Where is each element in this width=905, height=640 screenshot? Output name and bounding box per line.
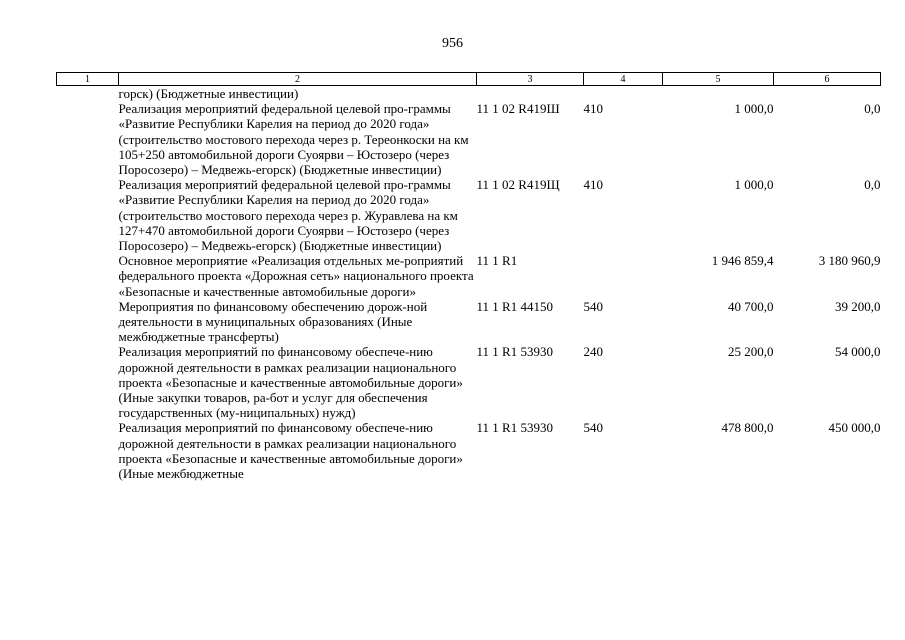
row-number-cell xyxy=(57,101,119,177)
expense-type: 410 xyxy=(583,177,603,193)
classification-code: 11 1 02 R419Щ xyxy=(476,177,560,193)
amount-col5: 478 800,0 xyxy=(721,420,774,436)
column-header-3: 3 xyxy=(477,73,584,86)
expense-type: 410 xyxy=(583,101,603,117)
amount-col5: 1 000,0 xyxy=(734,177,774,193)
expense-type xyxy=(584,253,663,299)
row-number-cell xyxy=(57,86,119,102)
amount-col5: 1 000,0 xyxy=(734,101,774,117)
page-number: 956 xyxy=(442,36,463,51)
item-description: Реализация мероприятий федеральной целевой про-граммы «Развитие Республики Карелия на период до 2020 года» (строительство мостового перехода через р. Тереонкоски на км 105+250 автомобильной дороги Суоярви – Юстозеро (через Поросозеро) – Медвежь-егорск) (Бюджетные инвестиции) xyxy=(118,101,469,178)
row-number-cell xyxy=(57,420,119,481)
item-description: Реализация мероприятий федеральной целевой про-граммы «Развитие Республики Карелия на период до 2020 года» (строительство мостового перехода через р. Журавлева на км 127+470 автомобильной дороги Суоярви – Юстозеро (через Поросозеро) – Медвежь-егорск) (Бюджетные инвестиции) xyxy=(118,177,458,254)
item-description: Основное мероприятие «Реализация отдельных ме-роприятий федерального проекта «Дорожная сеть» национального проекта «Безопасные и качественные автомобильные дороги» xyxy=(118,253,474,299)
amount-col6: 39 200,0 xyxy=(835,298,881,314)
column-header-6: 6 xyxy=(774,73,881,86)
classification-code xyxy=(477,86,584,102)
amount-col6: 0,0 xyxy=(864,101,881,117)
table-row xyxy=(57,101,881,177)
expense-type: 240 xyxy=(583,344,603,360)
column-header-2: 2 xyxy=(119,73,477,86)
table-row xyxy=(57,253,881,299)
row-number-cell xyxy=(57,344,119,420)
amount-col5: 25 200,0 xyxy=(728,344,774,360)
item-description: горск) (Бюджетные инвестиции) xyxy=(118,86,299,101)
classification-code: 11 1 R1 53930 xyxy=(476,420,553,436)
expense-type xyxy=(584,86,663,102)
item-description: Реализация мероприятий по финансовому обеспече-нию дорожной деятельности в рамках реализации национального проекта «Безопасные и качественные автомобильные дороги» (Иные закупки товаров, ра-бот и услуг для обеспечения государственных (му-ниципальных) нужд) xyxy=(118,344,463,421)
expense-type: 540 xyxy=(583,298,603,314)
classification-code: 11 1 02 R419Ш xyxy=(476,101,560,117)
row-number-cell xyxy=(57,299,119,345)
amount-col6: 450 000,0 xyxy=(828,420,881,436)
row-number-cell xyxy=(57,253,119,299)
table-row xyxy=(57,420,881,481)
column-header-1: 1 xyxy=(57,73,119,86)
row-number-cell xyxy=(57,177,119,253)
expense-type: 540 xyxy=(583,420,603,436)
amount-col6: 0,0 xyxy=(864,177,881,193)
column-header-4: 4 xyxy=(584,73,663,86)
column-number-row xyxy=(57,73,881,86)
amount-col6: 3 180 960,9 xyxy=(818,253,881,269)
table-row xyxy=(57,86,881,102)
budget-table xyxy=(56,72,881,481)
table-row xyxy=(57,344,881,420)
amount-col6 xyxy=(774,86,881,102)
amount-col5: 1 946 859,4 xyxy=(711,253,774,269)
amount-col6: 54 000,0 xyxy=(835,344,881,360)
classification-code: 11 1 R1 xyxy=(476,253,518,269)
table-row xyxy=(57,177,881,253)
item-description: Реализация мероприятий по финансовому обеспече-нию дорожной деятельности в рамках реализации национального проекта «Безопасные и качественные автомобильные дороги» (Иные межбюджетные xyxy=(118,420,463,482)
classification-code: 11 1 R1 44150 xyxy=(476,298,553,314)
classification-code: 11 1 R1 53930 xyxy=(476,344,553,360)
table-row xyxy=(57,299,881,345)
amount-col5: 40 700,0 xyxy=(728,298,774,314)
column-header-5: 5 xyxy=(663,73,774,86)
item-description: Мероприятия по финансовому обеспечению дорож-ной деятельности в муниципальных образованиях (Иные межбюджетные трансферты) xyxy=(118,298,428,345)
amount-col5 xyxy=(663,86,774,102)
